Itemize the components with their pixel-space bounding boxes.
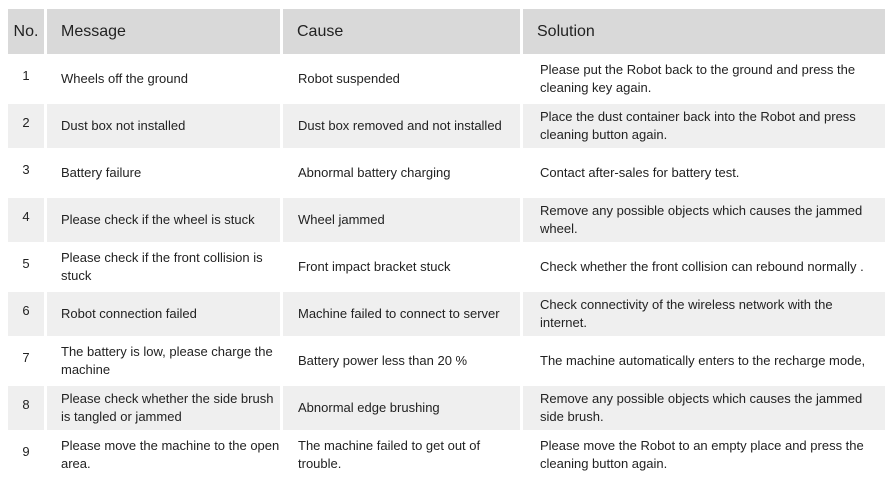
table-row [8,151,885,195]
row-solution: Remove any possible objects which causes the jammed wheel. [523,198,885,242]
row-cause: The machine failed to get out of trouble. [283,433,523,477]
table-row [8,292,885,336]
row-number: 2 [8,104,47,148]
row-message: Wheels off the ground [47,57,283,101]
row-cause: Wheel jammed [283,198,523,242]
row-message: Dust box not installed [47,104,283,148]
row-cause: Abnormal edge brushing [283,386,523,430]
row-number: 4 [8,198,47,242]
row-number: 9 [8,433,47,477]
header-no: No. [8,9,47,54]
row-solution: Remove any possible objects which causes the jammed side brush. [523,386,885,430]
row-number: 1 [8,57,47,101]
row-solution: Contact after-sales for battery test. [523,151,885,195]
row-solution: Please move the Robot to an empty place and press the cleaning button again. [523,433,885,477]
row-solution: Please put the Robot back to the ground and press the cleaning key again. [523,57,885,101]
row-message: The battery is low, please charge the machine [47,339,283,383]
row-number: 6 [8,292,47,336]
row-cause: Machine failed to connect to server [283,292,523,336]
row-solution: Check connectivity of the wireless network with the internet. [523,292,885,336]
table-row [8,433,885,477]
table-row [8,104,885,148]
row-cause: Robot suspended [283,57,523,101]
row-cause: Abnormal battery charging [283,151,523,195]
row-number: 8 [8,386,47,430]
row-message: Robot connection failed [47,292,283,336]
table-row [8,386,885,430]
row-cause: Battery power less than 20 % [283,339,523,383]
row-message: Please check if the wheel is stuck [47,198,283,242]
header-cause: Cause [283,9,523,54]
row-solution: The machine automatically enters to the recharge mode, [523,339,885,383]
table-row [8,57,885,101]
table-row [8,245,885,289]
table-row [8,198,885,242]
row-message: Please check if the front collision is stuck [47,245,283,289]
row-number: 3 [8,151,47,195]
row-solution: Check whether the front collision can rebound normally . [523,245,885,289]
header-message: Message [47,9,283,54]
header-solution: Solution [523,9,885,54]
row-number: 7 [8,339,47,383]
row-message: Battery failure [47,151,283,195]
table-header-row [8,9,885,54]
row-message: Please move the machine to the open area. [47,433,283,477]
row-cause: Front impact bracket stuck [283,245,523,289]
row-number: 5 [8,245,47,289]
error-code-table [8,6,885,480]
row-message: Please check whether the side brush is tangled or jammed [47,386,283,430]
row-solution: Place the dust container back into the Robot and press cleaning button again. [523,104,885,148]
table-row [8,339,885,383]
row-cause: Dust box removed and not installed [283,104,523,148]
